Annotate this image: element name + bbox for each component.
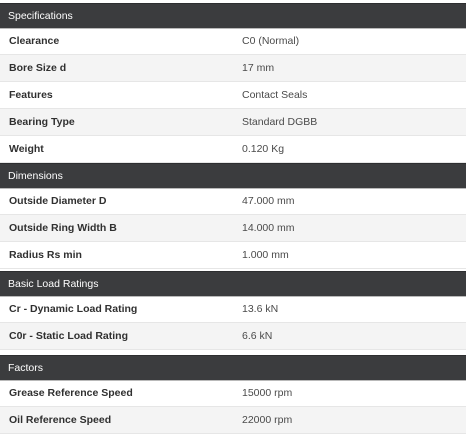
spec-row-static-load bbox=[0, 323, 466, 350]
spec-row-clearance bbox=[0, 28, 466, 55]
spec-value: C0 (Normal) bbox=[242, 35, 300, 47]
spec-label: Weight bbox=[9, 143, 44, 155]
spec-label: Features bbox=[9, 89, 53, 101]
spec-label: Outside Diameter D bbox=[9, 195, 107, 207]
spec-label: Bearing Type bbox=[9, 116, 75, 128]
spec-row-grease-speed bbox=[0, 380, 466, 407]
specifications-section bbox=[0, 3, 466, 163]
spec-value: 0.120 Kg bbox=[242, 143, 285, 155]
spec-row-dynamic-load bbox=[0, 296, 466, 323]
spec-label: Grease Reference Speed bbox=[9, 387, 133, 399]
spec-row-outside-diameter bbox=[0, 188, 466, 215]
spec-row-bore-size bbox=[0, 55, 466, 82]
spec-value: 47.000 mm bbox=[242, 195, 295, 207]
spec-row-weight bbox=[0, 136, 466, 163]
spec-value: 22000 rpm bbox=[242, 414, 293, 426]
spec-label: C0r - Static Load Rating bbox=[9, 330, 129, 342]
spec-label: Outside Ring Width B bbox=[9, 222, 117, 234]
spec-row-oil-speed bbox=[0, 407, 466, 434]
dimensions-section bbox=[0, 163, 466, 269]
spec-value: 6.6 kN bbox=[242, 330, 273, 342]
spec-row-radius bbox=[0, 242, 466, 269]
section-header-load-ratings: Basic Load Ratings bbox=[0, 271, 466, 296]
spec-value: Contact Seals bbox=[242, 89, 308, 101]
spec-row-features bbox=[0, 82, 466, 109]
section-header-dimensions: Dimensions bbox=[0, 163, 466, 188]
spec-label: Bore Size d bbox=[9, 62, 67, 74]
spec-value: 15000 rpm bbox=[242, 387, 293, 399]
factors-section bbox=[0, 355, 466, 434]
spec-value: 14.000 mm bbox=[242, 222, 295, 234]
section-header-specifications: Specifications bbox=[0, 3, 466, 28]
spec-value: 1.000 mm bbox=[242, 249, 289, 261]
spec-label: Clearance bbox=[9, 35, 60, 47]
spec-value: 17 mm bbox=[242, 62, 275, 74]
spec-row-bearing-type bbox=[0, 109, 466, 136]
spec-label: Radius Rs min bbox=[9, 249, 82, 261]
spec-label: Oil Reference Speed bbox=[9, 414, 112, 426]
spec-row-outside-ring-width bbox=[0, 215, 466, 242]
spec-value: 13.6 kN bbox=[242, 303, 279, 315]
load-ratings-section bbox=[0, 271, 466, 350]
spec-label: Cr - Dynamic Load Rating bbox=[9, 303, 138, 315]
spec-value: Standard DGBB bbox=[242, 116, 318, 128]
section-header-factors: Factors bbox=[0, 355, 466, 380]
